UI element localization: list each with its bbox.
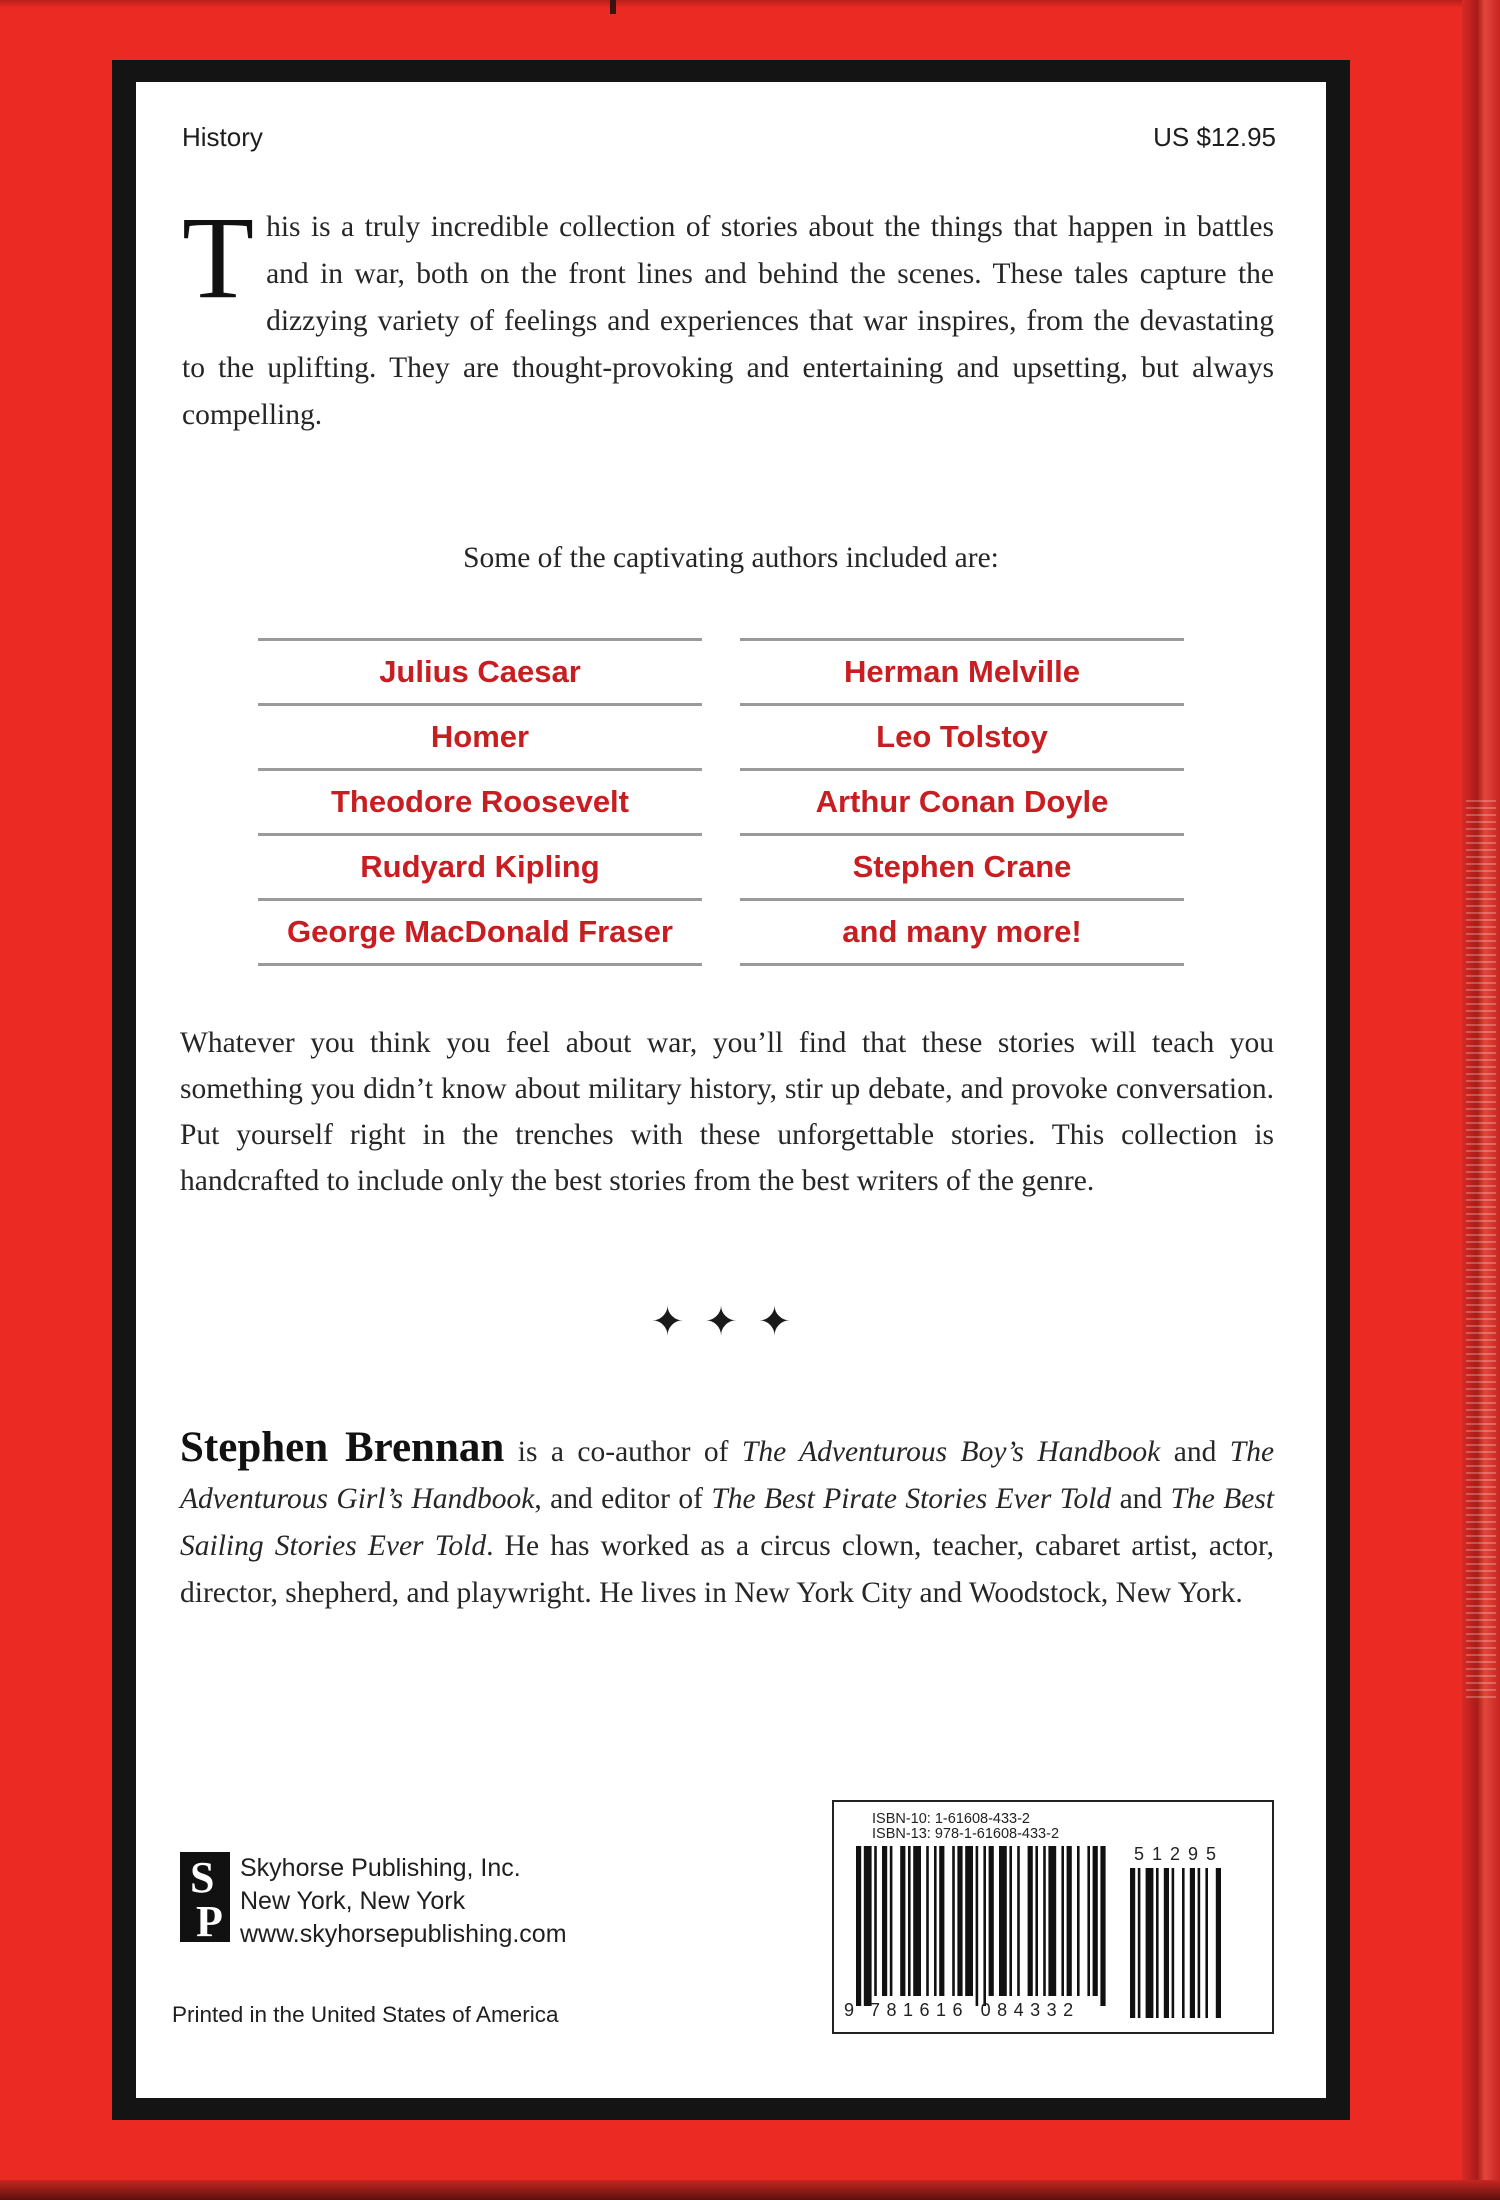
- barcode-bar: [913, 1846, 921, 1996]
- author-name: Rudyard Kipling: [258, 833, 702, 898]
- barcode-addon-bar: [1190, 1868, 1195, 2018]
- bio-text: is a co-author of: [504, 1436, 742, 1468]
- isbn-13: ISBN-13: 978-1-61608-433-2: [872, 1826, 1060, 1842]
- drop-cap: T: [182, 192, 255, 323]
- barcode-addon-bar: [1182, 1868, 1185, 2018]
- barcode-lead-digit: 9: [844, 2000, 855, 2020]
- barcode-bars: [834, 1802, 1272, 2032]
- barcode-bar: [1009, 1846, 1012, 1996]
- authors-list-right: [740, 638, 1184, 966]
- cover-top-edge: [0, 0, 1500, 8]
- authors-list-left: [258, 638, 702, 966]
- barcode-addon-bar: [1146, 1868, 1154, 2018]
- barcode-bar: [856, 1846, 861, 2006]
- back-cover-panel: [136, 82, 1326, 2098]
- author-name: Herman Melville: [740, 638, 1184, 703]
- barcode-bar: [908, 1846, 911, 1996]
- barcode-bar: [965, 1846, 973, 1996]
- bio-text: . He has worked as a circus clown, teacher, cabaret artist, actor, director, shepherd, and playwright. He lives in New York City and Woodstock, New York.: [180, 1530, 1274, 1609]
- barcode-bar: [1100, 1846, 1105, 2006]
- barcode-addon-bar: [1130, 1868, 1135, 2018]
- book-title: The Adventurous Boy’s Handbook: [741, 1436, 1161, 1468]
- barcode-bar: [976, 1846, 979, 2006]
- cover-spine-edge: [1462, 0, 1500, 2200]
- intro-paragraph: [182, 192, 1274, 439]
- barcode-addon-bar: [1172, 1868, 1175, 2018]
- svg-text:P: P: [196, 1897, 223, 1942]
- authors-heading: Some of the captivating authors included are:: [463, 542, 999, 574]
- barcode-bar: [957, 1846, 962, 1996]
- publisher-name: Skyhorse Publishing, Inc.: [240, 1854, 521, 1882]
- barcode-bar: [874, 1846, 877, 1996]
- publisher-website[interactable]: www.skyhorsepublishing.com: [240, 1920, 567, 1948]
- barcode-bar: [926, 1846, 929, 1996]
- cover-mark: [610, 0, 616, 14]
- barcode-bar: [900, 1846, 905, 1996]
- barcode-addon-bar: [1198, 1868, 1201, 2018]
- barcode-bar: [989, 1846, 994, 1996]
- svg-text:S: S: [190, 1853, 215, 1902]
- divider: [740, 963, 1184, 966]
- printed-note: Printed in the United States of America: [172, 2002, 559, 2027]
- bio-text: and: [1111, 1483, 1171, 1515]
- bio-author-name: Stephen Brennan: [180, 1424, 505, 1471]
- barcode-bar: [1067, 1846, 1072, 1996]
- barcode-bar: [952, 1846, 955, 1996]
- barcode-bar: [1093, 1846, 1098, 1996]
- author-name: Theodore Roosevelt: [258, 768, 702, 833]
- book-title: The Best Sailing Stories Ever Told: [180, 1483, 1275, 1562]
- category-label: History: [182, 122, 263, 152]
- barcode-bar: [864, 1846, 872, 2006]
- author-name: Stephen Crane: [740, 833, 1184, 898]
- barcode-bar: [939, 1846, 944, 1996]
- barcode-addon-digits: 51295: [1134, 1844, 1225, 1864]
- barcode-addon-bar: [1205, 1868, 1208, 2018]
- author-name: Leo Tolstoy: [740, 703, 1184, 768]
- book-title: The Best Pirate Stories Ever Told: [711, 1483, 1112, 1515]
- price-label: US $12.95: [1153, 122, 1276, 152]
- author-name: and many more!: [740, 898, 1184, 963]
- barcode-bar: [1061, 1846, 1064, 1996]
- book-title: The Adventurous Girl’s Handbook: [180, 1436, 1275, 1515]
- publisher-info: [240, 1852, 567, 1951]
- barcode-bar: [983, 1846, 986, 2006]
- barcode-digits: 781616 084332: [870, 2000, 1080, 2020]
- divider: [258, 963, 702, 966]
- barcode-addon-bar: [1216, 1868, 1221, 2018]
- cover-bottom-edge: [0, 2180, 1500, 2200]
- barcode-addon-bar: [1164, 1868, 1169, 2018]
- author-bio: [180, 1424, 1274, 1617]
- barcode-bar: [882, 1846, 887, 1996]
- ornament-divider: ✦✦✦: [650, 1299, 812, 1344]
- author-name: George MacDonald Fraser: [258, 898, 702, 963]
- bio-text: , and editor of: [534, 1483, 712, 1515]
- author-name: Julius Caesar: [258, 638, 702, 703]
- barcode-bar: [1048, 1846, 1056, 1996]
- intro-text: his is a truly incredible collection of stories about the things that happen in battles and in war, both on the front lines and behind the scenes. These tales capture the dizzying variety of feelings and experiences that war inspires, from the devastating to the uplifting. They are thought-provoking and entertaining and upsetting, but always compelling.: [182, 211, 1274, 431]
- body-paragraph: Whatever you think you feel about war, you’ll find that these stories will teach you something you didn’t know about military history, stir up debate, and provoke conversation. Put yourself right in the trenches with these unforgettable stories. This collection is handcrafted to include only the best stories from the best writers of the genre.: [180, 1027, 1274, 1197]
- barcode-bar: [934, 1846, 937, 1996]
- barcode-bar: [999, 1846, 1007, 1996]
- author-name: Homer: [258, 703, 702, 768]
- barcode-bar: [1028, 1846, 1033, 1996]
- skyhorse-logo-icon: [180, 1852, 230, 1942]
- barcode-bar: [1043, 1846, 1046, 1996]
- barcode-bar: [1035, 1846, 1038, 1996]
- barcode-bar: [1077, 1846, 1080, 1996]
- author-name: Arthur Conan Doyle: [740, 768, 1184, 833]
- barcode-bar: [1087, 1846, 1090, 1996]
- barcode-addon-bar: [1156, 1868, 1159, 2018]
- publisher-city: New York, New York: [240, 1887, 466, 1915]
- barcode-bar: [1017, 1846, 1020, 1996]
- bio-text: and: [1160, 1436, 1230, 1468]
- barcode-addon-bar: [1138, 1868, 1141, 2018]
- barcode-bar: [890, 1846, 893, 1996]
- isbn-barcode: [832, 1800, 1274, 2034]
- isbn-10: ISBN-10: 1-61608-433-2: [872, 1811, 1030, 1827]
